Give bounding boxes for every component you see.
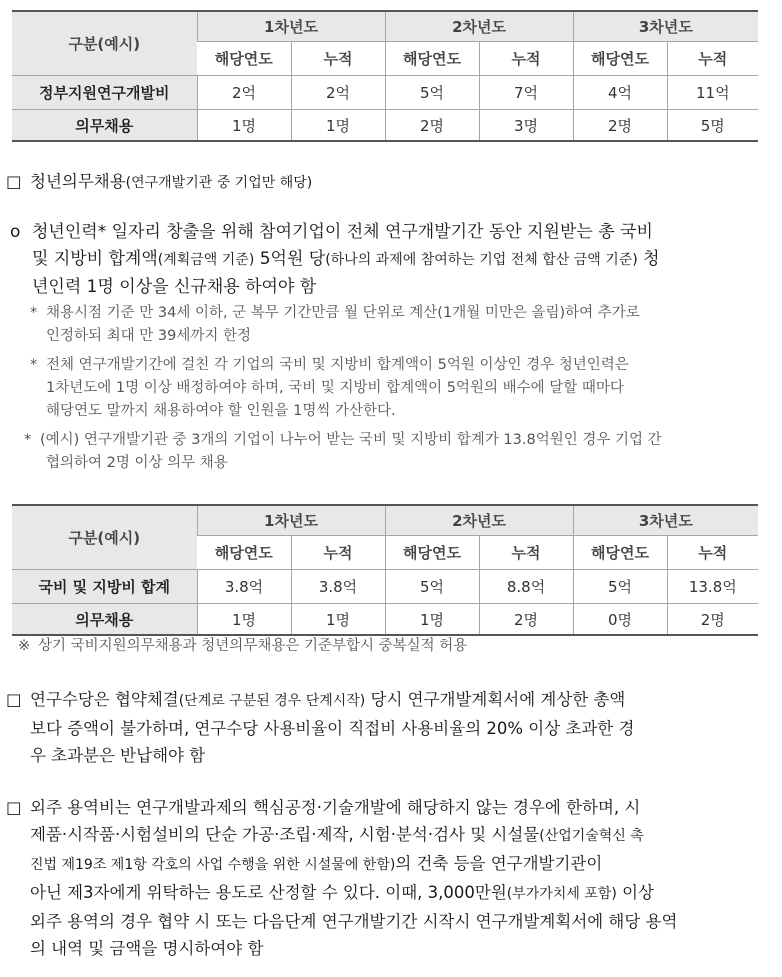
table2-subheader: 누적: [479, 536, 573, 570]
paragraph-line: 제품·시작품·시험설비의 단순 가공·조립·제작, 시험·분석·검사 및 시설물: [30, 825, 540, 844]
table2-cell: 5억: [385, 570, 479, 604]
paragraph-line: 보다 증액이 불가하며, 연구수당 사용비율이 직접비 사용비율의 20% 이상 초과한 경: [30, 719, 635, 738]
paragraph-line: 및 지방비 합계액: [32, 249, 158, 269]
table2-subheader: 누적: [667, 536, 758, 570]
table1-cell: 11억: [667, 76, 758, 110]
note-line: 1차년도에 1명 이상 배정하여야 하며, 국비 및 지방비 합계액이 5억원의 배수에 달할 때마다: [46, 380, 624, 396]
table1-cell: 7억: [479, 76, 573, 110]
table2-cell: 3.8억: [291, 570, 385, 604]
table1-cell: 4억: [573, 76, 667, 110]
table2-row-label: 국비 및 지방비 합계: [12, 570, 197, 604]
table-row: [12, 76, 758, 110]
table2-cell: 13.8억: [667, 570, 758, 604]
note-line: 해당연도 말까지 채용하여야 할 인원을 1명씩 가산한다.: [46, 403, 396, 419]
table1-cell: 1명: [291, 110, 385, 142]
table1-subheader: 누적: [479, 42, 573, 76]
note-line: 전체 연구개발기간에 걸친 각 기업의 국비 및 지방비 합계액이 5억원 이상인 경우 청년인력은: [46, 357, 629, 373]
youth-note-example: [24, 429, 770, 475]
checkbox-square-icon: □: [6, 798, 22, 817]
table1-subheader: 해당연도: [197, 42, 291, 76]
table2-cell: 2명: [667, 604, 758, 636]
paragraph-line: 의 건축 등을 연구개발기관이: [395, 854, 603, 873]
paragraph-note: 진법 제19조 제1항 각호의 사업 수행을 위한 시설물에 한함): [30, 857, 396, 873]
table1-cell: 5명: [667, 110, 758, 142]
paragraph-note: (하나의 과제에 참여하는 기업 전체 합산 금액 기준): [325, 252, 638, 268]
paragraph-note: (단계로 구분된 경우 단계시작): [178, 693, 366, 709]
youth-section-title-note: (연구개발기관 중 기업만 해당): [125, 175, 313, 191]
table2-year-3: 3차년도: [573, 505, 758, 536]
table2-subheader: 해당연도: [573, 536, 667, 570]
research-allowance-section: [6, 686, 766, 769]
table2-subheader: 해당연도: [197, 536, 291, 570]
paragraph-line: 외주 용역의 경우 협약 시 또는 다음단계 연구개발기간 시작시 연구개발계획서에 해당 용역: [30, 912, 678, 931]
table2-subheader: 해당연도: [385, 536, 479, 570]
asterisk-icon: *: [30, 305, 38, 321]
table1-cell: 5억: [385, 76, 479, 110]
checkbox-square-icon: □: [6, 690, 22, 709]
paragraph-line: 아닌 제3자에게 위탁하는 용도로 산정할 수 있다. 이때, 3,000만원: [30, 883, 507, 902]
reference-mark-icon: ※: [18, 638, 31, 654]
paragraph-line: 이상: [616, 883, 654, 902]
youth-section-title: 청년의무채용: [30, 172, 126, 191]
table-row: [12, 604, 758, 636]
table1-year-3: 3차년도: [573, 11, 758, 42]
table2-row-label: 의무채용: [12, 604, 197, 636]
youth-section-heading: [6, 168, 766, 197]
outsourcing-section: [6, 794, 766, 962]
table1-year-1: 1차년도: [197, 11, 385, 42]
table1-cell: 3명: [479, 110, 573, 142]
paragraph-line: 우 초과분은 반납해야 함: [30, 746, 206, 765]
table1-cell: 2억: [291, 76, 385, 110]
table1-subheader: 누적: [291, 42, 385, 76]
youth-note-1: [30, 302, 770, 348]
table2-cell: 3.8억: [197, 570, 291, 604]
paragraph-note: (계획금액 기준): [157, 252, 255, 268]
table2-year-1: 1차년도: [197, 505, 385, 536]
paragraph-line: 5억원 당: [254, 249, 326, 269]
table2-cell: 1명: [197, 604, 291, 636]
paragraph-line: 청: [637, 249, 660, 269]
youth-main-paragraph: [10, 219, 770, 301]
paragraph-note: (부가가치세 포함): [506, 886, 617, 902]
table1-row-label: 정부지원연구개발비: [12, 76, 197, 110]
table1-cell: 2명: [385, 110, 479, 142]
table1-subheader: 해당연도: [573, 42, 667, 76]
paragraph-line: 년인력 1명 이상을 신규채용 하여야 함: [32, 277, 317, 297]
table1-cell: 2명: [573, 110, 667, 142]
note-line: 인정하되 최대 만 39세까지 한정: [46, 328, 251, 344]
table2-cell: 2명: [479, 604, 573, 636]
table2-year-2: 2차년도: [385, 505, 573, 536]
table2-cell: 8.8억: [479, 570, 573, 604]
table-row: [12, 570, 758, 604]
note-line: (예시) 연구개발기관 중 3개의 기업이 나누어 받는 국비 및 지방비 합계가 13.8억원인 경우 기업 간: [40, 432, 662, 448]
table1-subheader: 해당연도: [385, 42, 479, 76]
table2-cell: 5억: [573, 570, 667, 604]
footnote-text: 상기 국비지원의무채용과 청년의무채용은 기준부합시 중복실적 허용: [38, 638, 468, 654]
obligation-table-1: [12, 10, 758, 142]
asterisk-icon: *: [30, 357, 38, 373]
table1-year-2: 2차년도: [385, 11, 573, 42]
table2-subheader: 누적: [291, 536, 385, 570]
table1-cell: 2억: [197, 76, 291, 110]
table1-cell: 1명: [197, 110, 291, 142]
duplicate-credit-footnote: [18, 635, 768, 658]
paragraph-line: 청년인력* 일자리 창출을 위해 참여기업이 전체 연구개발기간 동안 지원받는 총 국비: [32, 222, 653, 242]
paragraph-line: 의 내역 및 금액을 명시하여야 함: [30, 939, 264, 958]
table1-row-label: 의무채용: [12, 110, 197, 142]
note-line: 채용시점 기준 만 34세 이하, 군 복무 기간만큼 월 단위로 계산(1개월 미만은 올림)하여 추가로: [46, 305, 640, 321]
note-line: 협의하여 2명 이상 의무 채용: [46, 455, 228, 471]
table2-cell: 1명: [385, 604, 479, 636]
table1-header-label: 구분(예시): [12, 11, 197, 76]
paragraph-line: 외주 용역비는 연구개발과제의 핵심공정·기술개발에 해당하지 않는 경우에 한하며, 시: [30, 798, 641, 817]
table2-cell: 0명: [573, 604, 667, 636]
circle-bullet-icon: o: [10, 222, 21, 242]
asterisk-icon: *: [24, 432, 32, 448]
youth-note-2: [30, 354, 770, 423]
table2-cell: 1명: [291, 604, 385, 636]
table1-subheader: 누적: [667, 42, 758, 76]
checkbox-square-icon: □: [6, 172, 22, 191]
paragraph-line: 당시 연구개발계획서에 계상한 총액: [365, 690, 626, 709]
paragraph-line: 연구수당은 협약체결: [30, 690, 179, 709]
paragraph-note: (산업기술혁신 촉: [539, 828, 644, 844]
table2-header-label: 구분(예시): [12, 505, 197, 570]
table-row: [12, 110, 758, 142]
obligation-table-2: [12, 504, 758, 636]
